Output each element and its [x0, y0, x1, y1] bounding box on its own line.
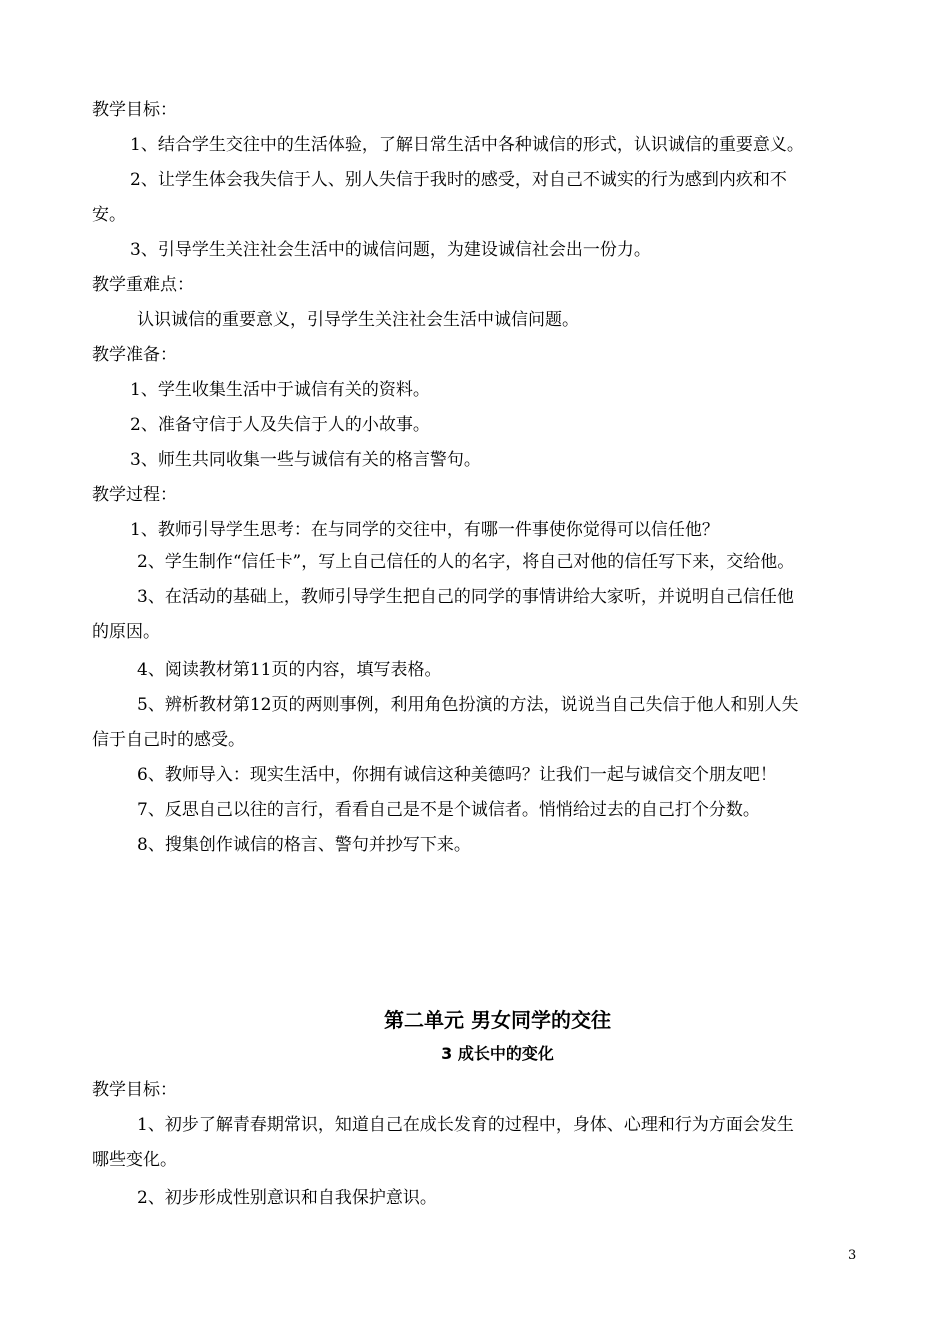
process-item: 2、学生制作“信任卡”，写上自己信任的人的名字，将自己对他的信任写下来，交给他。: [137, 552, 795, 572]
goal-item: 1、初步了解青春期常识，知道自己在成长发育的过程中，身体、心理和行为方面会发生: [137, 1115, 794, 1135]
lesson-title: 3 成长中的变化: [441, 1044, 554, 1063]
prep-item: 2、准备守信于人及失信于人的小故事。: [130, 415, 430, 435]
unit-title: 第二单元 男女同学的交往: [384, 1008, 611, 1032]
goal-heading: 教学目标：: [92, 1080, 177, 1100]
goal-heading: 教学目标：: [92, 100, 177, 120]
key-point-item: 认识诚信的重要意义，引导学生关注社会生活中诚信问题。: [137, 310, 579, 330]
prep-item: 3、师生共同收集一些与诚信有关的格言警句。: [130, 450, 481, 470]
process-item-continuation: 信于自己时的感受。: [92, 730, 245, 750]
goal-item-continuation: 哪些变化。: [92, 1150, 177, 1170]
key-points-heading: 教学重难点：: [92, 275, 194, 295]
page-number: 3: [848, 1248, 857, 1263]
process-item: 3、在活动的基础上，教师引导学生把自己的同学的事情讲给大家听，并说明自己信任他: [137, 587, 794, 607]
process-item-continuation: 的原因。: [92, 622, 160, 642]
goal-item-continuation: 安。: [92, 205, 126, 225]
process-item: 8、搜集创作诚信的格言、警句并抄写下来。: [137, 835, 471, 855]
prep-item: 1、学生收集生活中于诚信有关的资料。: [130, 380, 430, 400]
prep-heading: 教学准备：: [92, 345, 177, 365]
goal-item: 3、引导学生关注社会生活中的诚信问题，为建设诚信社会出一份力。: [130, 240, 651, 260]
process-item: 4、阅读教材第11页的内容，填写表格。: [137, 660, 442, 680]
goal-item: 2、让学生体会我失信于人、别人失信于我时的感受，对自己不诚实的行为感到内疚和不: [130, 170, 787, 190]
goal-item: 1、结合学生交往中的生活体验，了解日常生活中各种诚信的形式，认识诚信的重要意义。: [130, 135, 804, 155]
process-item: 5、辨析教材第12页的两则事例，利用角色扮演的方法，说说当自己失信于他人和别人失: [137, 695, 799, 715]
process-item: 1、教师引导学生思考：在与同学的交往中，有哪一件事使你觉得可以信任他？: [130, 520, 719, 540]
process-item: 7、反思自己以往的言行，看看自己是不是个诚信者。悄悄给过去的自己打个分数。: [137, 800, 760, 820]
goal-item: 2、初步形成性别意识和自我保护意识。: [137, 1188, 437, 1208]
process-item: 6、教师导入：现实生活中，你拥有诚信这种美德吗？让我们一起与诚信交个朋友吧！: [137, 765, 777, 785]
process-heading: 教学过程：: [92, 485, 177, 505]
